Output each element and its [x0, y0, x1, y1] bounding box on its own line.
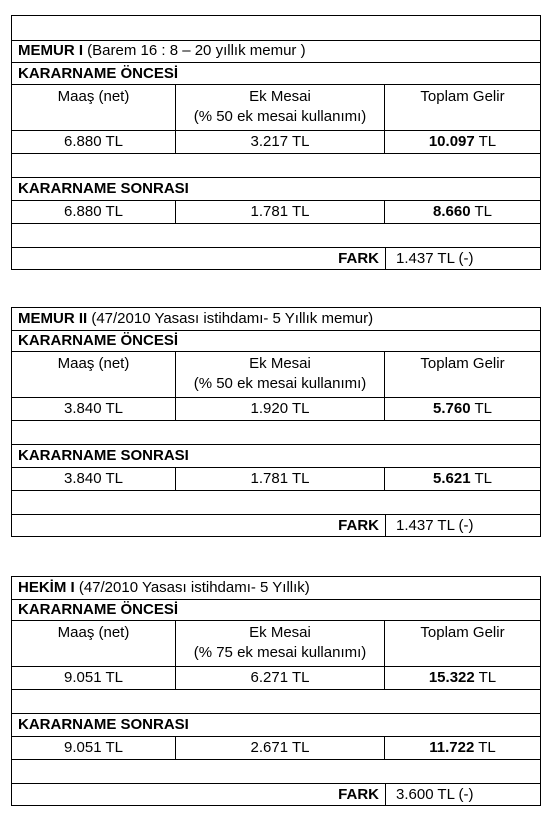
cell-maas: 6.880 TL: [64, 203, 123, 220]
fark-value: 1.437 TL (-): [396, 250, 474, 267]
cell-toplam: 5.760 TL: [433, 400, 492, 417]
table-title-row: [11, 576, 541, 600]
cell-maas: 3.840 TL: [64, 470, 123, 487]
header-row: [11, 621, 541, 667]
table-spacer-row: [11, 760, 541, 784]
cell-toplam: 8.660 TL: [433, 203, 492, 220]
table-spacer-row: [11, 224, 541, 248]
section-before-label: KARARNAME ÖNCESİ: [18, 601, 179, 618]
table-spacer-row: [11, 421, 541, 445]
fark-row: [11, 248, 541, 270]
header-toplam: Toplam Gelir: [420, 355, 505, 372]
cell-maas: 9.051 TL: [64, 669, 123, 686]
data-row-after: [11, 201, 541, 224]
section-after-row: [11, 178, 541, 201]
section-before-row: [11, 599, 541, 621]
header-maas: Maaş (net): [12, 352, 176, 397]
section-before-row: [11, 330, 541, 352]
cell-ek-mesai: 3.217 TL: [250, 133, 310, 150]
cell-toplam: 10.097 TL: [428, 133, 497, 150]
data-row-before: [11, 398, 541, 421]
header-ek-mesai: Ek Mesai (% 75 ek mesai kullanımı): [176, 621, 385, 666]
table-title-row: [11, 40, 541, 63]
fark-label: FARK: [338, 250, 379, 267]
divider: [385, 515, 386, 536]
section-before-row: [11, 63, 541, 85]
fark-value: 3.600 TL (-): [396, 786, 474, 803]
cell-ek-mesai: 1.781 TL: [250, 203, 310, 220]
cell-ek-mesai: 1.781 TL: [250, 470, 310, 487]
fark-label: FARK: [338, 517, 379, 534]
header-row: [11, 85, 541, 131]
cell-ek-mesai: 2.671 TL: [250, 739, 310, 756]
header-row: [11, 352, 541, 398]
table-spacer-row: [11, 690, 541, 714]
table-title: HEKİM I: [18, 579, 75, 596]
header-maas: Maaş (net): [12, 621, 176, 666]
cell-ek-mesai: 1.920 TL: [250, 400, 310, 417]
section-after-label: KARARNAME SONRASI: [18, 716, 189, 733]
table-title-row: [11, 307, 541, 331]
fark-label: FARK: [338, 786, 379, 803]
divider: [385, 784, 386, 805]
section-before-label: KARARNAME ÖNCESİ: [18, 332, 179, 349]
section-after-row: [11, 445, 541, 468]
table-subtitle: (Barem 16 : 8 – 20 yıllık memur ): [83, 42, 306, 59]
header-toplam: Toplam Gelir: [420, 88, 505, 105]
cell-toplam: 11.722 TL: [429, 739, 496, 756]
section-after-row: [11, 714, 541, 737]
cell-maas: 3.840 TL: [64, 400, 123, 417]
table-title: MEMUR II: [18, 310, 88, 327]
data-row-before: [11, 667, 541, 690]
table-spacer-row: [11, 15, 541, 41]
fark-row: [11, 784, 541, 806]
cell-ek-mesai: 6.271 TL: [250, 669, 310, 686]
table-spacer-row: [11, 491, 541, 515]
table-subtitle: (47/2010 Yasası istihdamı- 5 Yıllık): [74, 579, 310, 596]
cell-maas: 9.051 TL: [64, 739, 123, 756]
header-ek-mesai: Ek Mesai (% 50 ek mesai kullanımı): [176, 352, 385, 397]
cell-maas: 6.880 TL: [64, 133, 123, 150]
fark-row: [11, 515, 541, 537]
header-ek-mesai: Ek Mesai (% 50 ek mesai kullanımı): [176, 85, 385, 130]
cell-toplam: 15.322 TL: [428, 669, 497, 686]
section-before-label: KARARNAME ÖNCESİ: [18, 65, 179, 82]
data-row-after: [11, 737, 541, 760]
data-row-before: [11, 131, 541, 154]
header-toplam: Toplam Gelir: [420, 624, 505, 641]
cell-toplam: 5.621 TL: [433, 470, 492, 487]
header-maas: Maaş (net): [12, 85, 176, 130]
data-row-after: [11, 468, 541, 491]
fark-value: 1.437 TL (-): [396, 517, 474, 534]
table-title: MEMUR I: [18, 42, 83, 59]
table-subtitle: (47/2010 Yasası istihdamı- 5 Yıllık memur): [87, 310, 374, 327]
divider: [385, 248, 386, 269]
section-after-label: KARARNAME SONRASI: [18, 180, 189, 197]
table-spacer-row: [11, 154, 541, 178]
section-after-label: KARARNAME SONRASI: [18, 447, 189, 464]
